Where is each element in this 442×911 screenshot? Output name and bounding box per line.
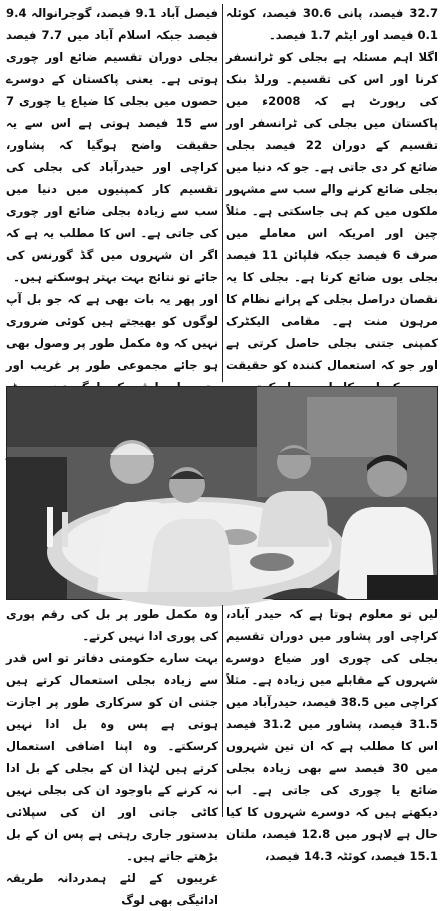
article-column-left-bottom — [6, 603, 218, 907]
article-paragraph: فیصل آباد 9.1 فیصد، گوجرانوالہ 9.4 فیصد جبکہ اسلام آباد میں 7.7 فیصد بجلی دوران تقسیم ضائع اور چوری ہوتی ہے۔ یعنی پاکستان کے دوسرے حصوں میں بجلی کا ضیاع یا چوری 7 سے 15 فیصد ہوتی ہے اس سے یہ حقیقت واضح ہوگیا کہ پشاور، کراچی اور حیدرآباد کی بجلی کی تقسیم کار کمپنیوں میں دنیا میں سب سے زیادہ بجلی ضائع اور چوری کی جاتی ہے۔ اس کا مطلب یہ ہے کہ اگر ان شہروں میں گڈ گورنس کی جائے تو نتائج بہت بہتر ہوسکتے ہیں۔ — [6, 6, 218, 284]
article-paragraph: غریبوں کے لئے ہمدردانہ طریقہ ادائیگی بھی لوگ — [6, 871, 218, 907]
article-paragraph: اگلا اہم مسئلہ ہے بجلی کو ٹرانسفر کرنا اور اس کی تقسیم۔ ورلڈ بنک کی رپورٹ ہے کہ 2008ء میں پاکستان میں بجلی کی ٹرانسفر اور تقسیم کے دوران 22 فیصد بجلی ضائع کر دی جاتی ہے۔ جو کہ دنیا میں بجلی ضائع کرنے والے سب سے مشہور ملکوں میں کم ہی جاسکتی ہے۔ مثلاً چین اور امریکہ اس معاملے میں صرف 6 فیصد جبکہ فلپائن 11 فیصد بجلی یوں ضائع کرتا ہے۔ بجلی کا یہ نقصان دراصل بجلی کے پرانے نظام کا مرہون منت ہے۔ مقامی الیکٹرک کمپنی جتنی بجلی حاصل کرتی ہے اور جو کہ استعمال کنندہ کو حقیقت — [226, 50, 438, 372]
article-column-left-top — [6, 2, 218, 384]
column-divider — [222, 605, 223, 817]
article-paragraph: لیں تو معلوم ہوتا ہے کہ حیدر آباد، کراچی اور پشاور میں دوران تقسیم بجلی کی چوری اور ضیاع دوسرے شہروں کے مقابلے میں زیادہ ہے۔ مثلاً کراچی میں 38.5 فیصد، حیدرآباد میں 31.5 فیصد، پشاور میں 31.2 فیصد اس کا مطلب ہے کہ ان تین شہروں میں 30 فیصد سے بھی زیادہ بجلی ضائع یا چوری کی جاتی ہے۔ اب دیکھتے ہیں کہ دوسرے شہروں کا کیا حال ہے لاہور میں 12.8 فیصد، ملتان 15.1 فیصد، کوئٹہ 14.3 فیصد، — [226, 607, 438, 863]
article-column-right-top — [226, 2, 438, 382]
column-divider — [222, 4, 223, 382]
article-paragraph: وہ مکمل طور پر بل کی رقم پوری کی پوری ادا نہیں کرتے۔ — [6, 607, 218, 643]
photo-officials-at-dinner-table — [7, 387, 437, 599]
article-paragraph: بہت سارے حکومتی دفاتر تو اس قدر سے زیادہ بجلی استعمال کرتے ہیں جتنی ان کو سرکاری طور پر اجازت ہوتی ہے پس وہ بل ادا نہیں کرسکتے۔ وہ اپنا اضافی استعمال کرتے ہیں لہٰذا ان کے بجلی کے بل ادا نہ کرنے کے باوجود ان کی بجلی نہیں کاٹی جاتی اور ان کی سپلائی بدستور جاری رہتی ہے پس ان کے بل بڑھتے جاتے ہیں۔ — [6, 651, 218, 863]
news-photo — [6, 386, 438, 600]
article-paragraph: اور پھر یہ بات بھی ہے کہ جو بل آپ لوگوں کو بھیجتے ہیں کوئی ضروری نہیں کہ وہ مکمل طور پر وصول بھی ہو جائے مجموعی طور پر غریب اور — [6, 292, 218, 372]
article-column-right-bottom — [226, 603, 438, 863]
article-paragraph: 32.7 فیصد، پانی 30.6 فیصد، کوئلہ 0.1 فیصد اور ایٹم 1.7 فیصد۔ — [226, 6, 439, 42]
